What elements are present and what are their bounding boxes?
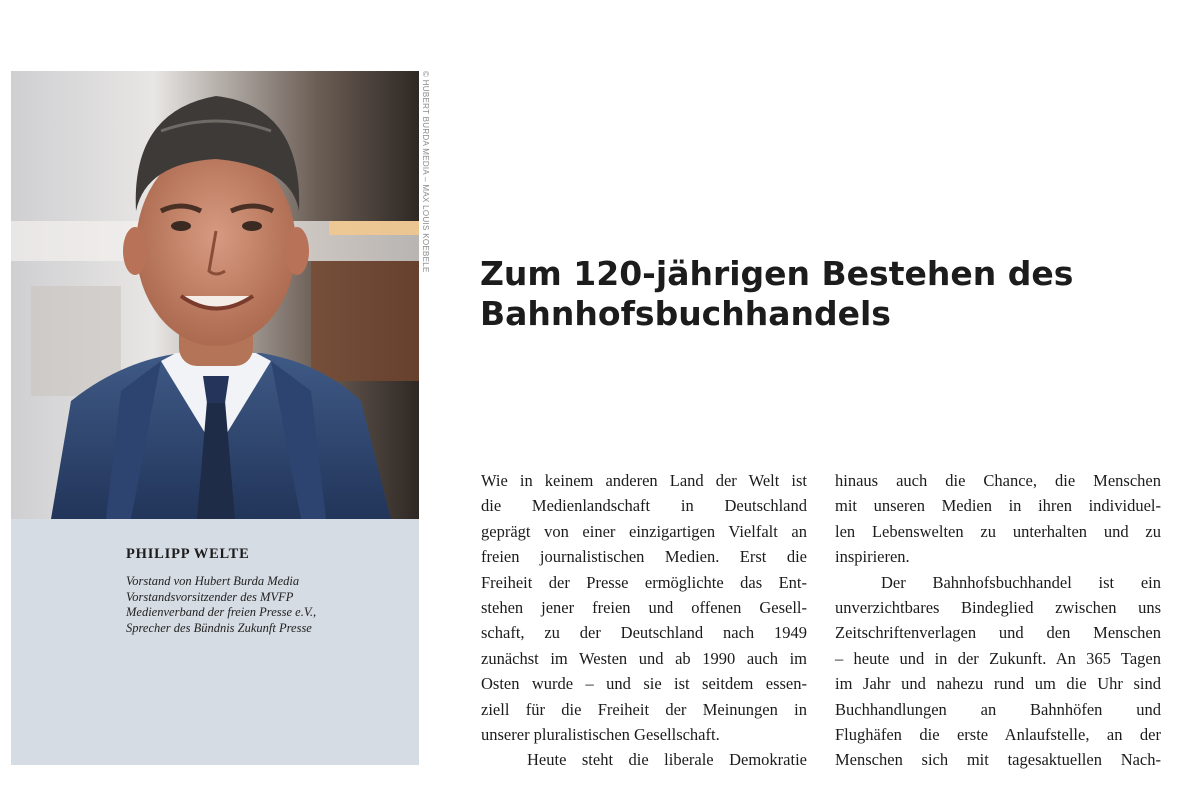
portrait-illustration (11, 71, 419, 519)
role-line: Medienverband der freien Presse e.V., (126, 605, 317, 619)
body-line: mit unseren Medien in ihren individuel- (835, 496, 1161, 516)
person-name: PHILIPP WELTE (126, 546, 250, 562)
body-line: Osten wurde – und sie ist seitdem essen- (481, 674, 807, 694)
body-line: Flughäfen die erste Anlaufstelle, an der (835, 725, 1161, 745)
body-line: schaft, zu der Deutschland nach 1949 (481, 623, 807, 643)
role-line: Sprecher des Bündnis Zukunft Presse (126, 620, 312, 635)
body-line: – heute und in der Zukunft. An 365 Tagen (835, 648, 1161, 668)
body-line: hinaus auch die Chance, die Menschen (835, 471, 1161, 490)
photo-credit (418, 71, 432, 321)
role-line: Vorstand von Hubert Burda Media (126, 574, 300, 588)
body-line: unverzichtbares Bindeglied zwischen uns (835, 598, 1161, 618)
portrait-photo (11, 71, 419, 519)
body-line: Freiheit der Presse ermöglichte das Ent- (481, 572, 807, 592)
body-line: die Medienlandschaft in Deutschland (481, 496, 807, 516)
body-line: zunächst im Westen und ab 1990 auch im (481, 648, 807, 668)
body-line: Buchhandlungen an Bahnhöfen und (835, 699, 1161, 719)
body-line: geprägt von einer einzigartigen Vielfalt an (481, 521, 807, 541)
title-line: Zum 120-jährigen Bestehen des (480, 254, 1074, 293)
body-line: len Lebenswelten zu unterhalten und zu (835, 521, 1161, 541)
body-line: inspirieren. (835, 547, 910, 567)
body-line: freien journalistischen Medien. Erst die (481, 547, 807, 567)
body-line: Zeitschriftenverlagen und den Menschen (835, 623, 1161, 643)
body-line: ziell für die Freiheit der Meinungen in (481, 699, 807, 719)
body-line: stehen jener freien und offenen Gesell- (481, 598, 807, 618)
body-line: im Jahr und nahezu rund um die Uhr sind (835, 674, 1161, 694)
caption-box (11, 519, 419, 765)
body-line: Wie in keinem anderen Land der Welt ist (481, 471, 807, 490)
article-column-2 (835, 468, 1161, 773)
article-column-1 (481, 468, 807, 773)
title-line: Bahnhofsbuchhandels (480, 294, 891, 333)
article-title (480, 254, 1180, 334)
body-line: Heute steht die liberale Demokratie (527, 750, 807, 770)
body-line: Menschen sich mit tagesaktuellen Nach- (835, 750, 1161, 770)
body-line: Der Bahnhofsbuchhandel ist ein (881, 572, 1161, 592)
person-roles (126, 574, 316, 636)
body-line: unserer pluralistischen Gesellschaft. (481, 725, 720, 745)
photo-credit-text: © HUBERT BURDA MEDIA – MAX LOUIS KOEBELE (421, 71, 430, 273)
role-line: Vorstandsvorsitzender des MVFP (126, 589, 294, 604)
